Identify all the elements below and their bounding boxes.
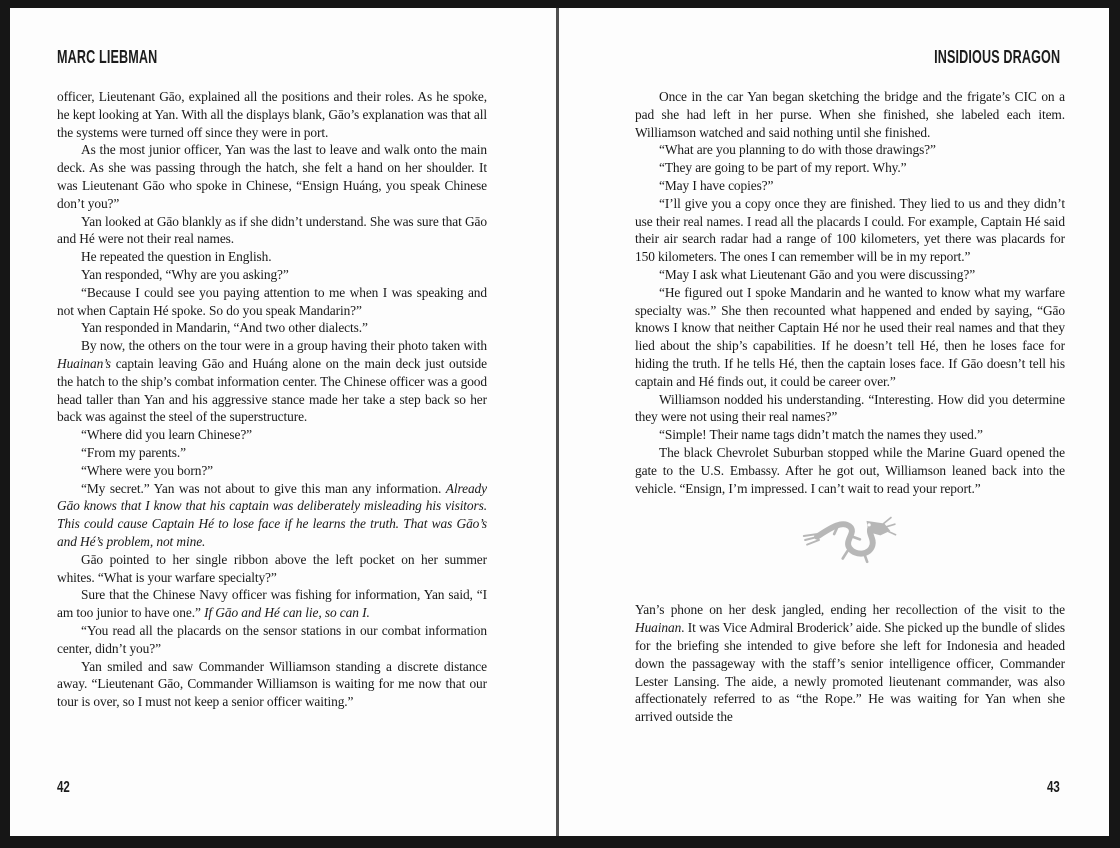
page-left (10, 8, 556, 836)
page-right (559, 8, 1109, 836)
page-number-left: 42 (57, 779, 70, 796)
paragraph: “They are going to be part of my report. Why.” (659, 160, 907, 176)
paragraph: The black Chevrolet Suburban stopped while the Marine Guard opened the gate to the U.S. Embassy. After he got out, Williamson leaned back into the vehicle. “Ensign, I’m impressed. I can’t wait to read your report.” (635, 444, 1065, 496)
paragraph: Yan looked at Gāo blankly as if she didn’t understand. She was sure that Gāo and Hé were not their real names. (57, 213, 487, 247)
paragraph: “He figured out I spoke Mandarin and he wanted to know what my warfare specialty was.” She then recounted what happened and ended by saying, “Gāo knows I know that neither Captain Hé nor he used their real names and that they lied about the ship’s capabilities. If he doesn’t tell Hé, then he loses face for hiding the truth. If he tells Hé, then the captain loses face. If Gāo doesn’t tell his captain and Hé finds out, it could be career over.” (635, 284, 1065, 389)
paragraph: Yan smiled and saw Commander Williamson standing a discrete distance away. “Lieutenant Gāo, Commander Williamson is waiting for me now that our tour is over, so I must not keep a senior officer waiting.” (57, 658, 487, 710)
paragraph: “Where were you born?” (81, 462, 214, 478)
page-number-right: 43 (1047, 779, 1060, 796)
scene-break-ornament (635, 507, 1065, 573)
paragraph: Once in the car Yan began sketching the bridge and the frigate’s CIC on a pad she had left in her purse. When she finished, she labeled each item. Williamson watched and said nothing until she finished. (635, 89, 1065, 140)
paragraph: Gāo pointed to her single ribbon above the left pocket on her summer whites. “What is your warfare specialty?” (57, 551, 487, 585)
paragraph: Yan responded in Mandarin, “And two other dialects.” (81, 320, 368, 336)
paragraph: He repeated the question in English. (81, 249, 272, 265)
paragraph: “From my parents.” (81, 444, 186, 460)
paragraph: “You read all the placards on the sensor stations in our combat information center, didn’t you?” (57, 622, 487, 656)
book-spread (10, 8, 1109, 836)
paragraph: Yan responded, “Why are you asking?” (81, 266, 289, 282)
paragraph: officer, Lieutenant Gāo, explained all the positions and their roles. As he spoke, he kept looking at Yan. With all the displays blank, Gāo’s explanation was that all the systems were turned off since they were in port. (57, 89, 487, 140)
right-page-body-text (635, 88, 1065, 726)
paragraph: By now, the others on the tour were in a group having their photo taken with Huainan’s captain leaving Gāo and Huáng alone on the main deck just outside the hatch to the ship’s combat information center. The Chinese officer was a good head taller than Yan and his aggressive stance made her take a step back so her back was against the steel of the superstructure. (57, 338, 487, 425)
left-page-body-text (57, 88, 487, 711)
paragraph: “What are you planning to do with those drawings?” (659, 142, 936, 158)
paragraph: “Simple! Their name tags didn’t match the names they used.” (659, 427, 983, 443)
paragraph: “Where did you learn Chinese?” (81, 427, 253, 443)
paragraph: Sure that the Chinese Navy officer was fishing for information, Yan said, “I am too junior to have one.” If Gāo and Hé can lie, so can I. (57, 587, 487, 621)
running-header-title: INSIDIOUS DRAGON (933, 47, 1060, 67)
paragraph: “May I have copies?” (659, 177, 774, 193)
paragraph: “I’ll give you a copy once they are finished. They lied to us and they didn’t use their real names. I read all the placards I could. For example, Captain Hé said their air search radar had a range of 100 kilometers, yet there was placards for 150 kilometers. The ones I can remember will be in my report.” (635, 195, 1065, 265)
right-page-top-paragraphs (635, 88, 1065, 497)
paragraph: “My secret.” Yan was not about to give this man any information. Already Gāo knows that I know that his captain was deliberately misleading his visitors. This could cause Captain Hé to lose face if he learns the truth. That was Gāo’s and Hé’s problem, not mine. (57, 480, 487, 549)
running-header-author: MARC LIEBMAN (57, 47, 158, 67)
right-page-bottom-paragraphs (635, 601, 1065, 726)
paragraph: As the most junior officer, Yan was the last to leave and walk onto the main deck. As she was passing through the hatch, she felt a hand on her shoulder. It was Lieutenant Gāo who spoke in Chinese, “Ensign Huáng, you speak Chinese don’t you?” (57, 142, 487, 211)
paragraph: Williamson nodded his understanding. “Interesting. How did you determine they were not using their real names?” (635, 391, 1065, 425)
paragraph: Yan’s phone on her desk jangled, ending her recollection of the visit to the Huainan. It was Vice Admiral Broderick’ aide. She picked up the bundle of slides for the briefing she intended to give before she left for Indonesia and headed down the passageway with the staff’s senior intelligence officer, Commander Lester Lansing. The aide, a newly promoted lieutenant commander, was also affectionately referred to as “the Rope.” He was waiting for Yan when she arrived outside the (635, 602, 1065, 725)
paragraph: “Because I could see you paying attention to me when I was speaking and not when Captain Hé spoke. So do you speak Mandarin?” (57, 284, 487, 318)
paragraph: “May I ask what Lieutenant Gāo and you were discussing?” (659, 266, 976, 282)
chinese-dragon-ornament-icon (800, 507, 900, 573)
